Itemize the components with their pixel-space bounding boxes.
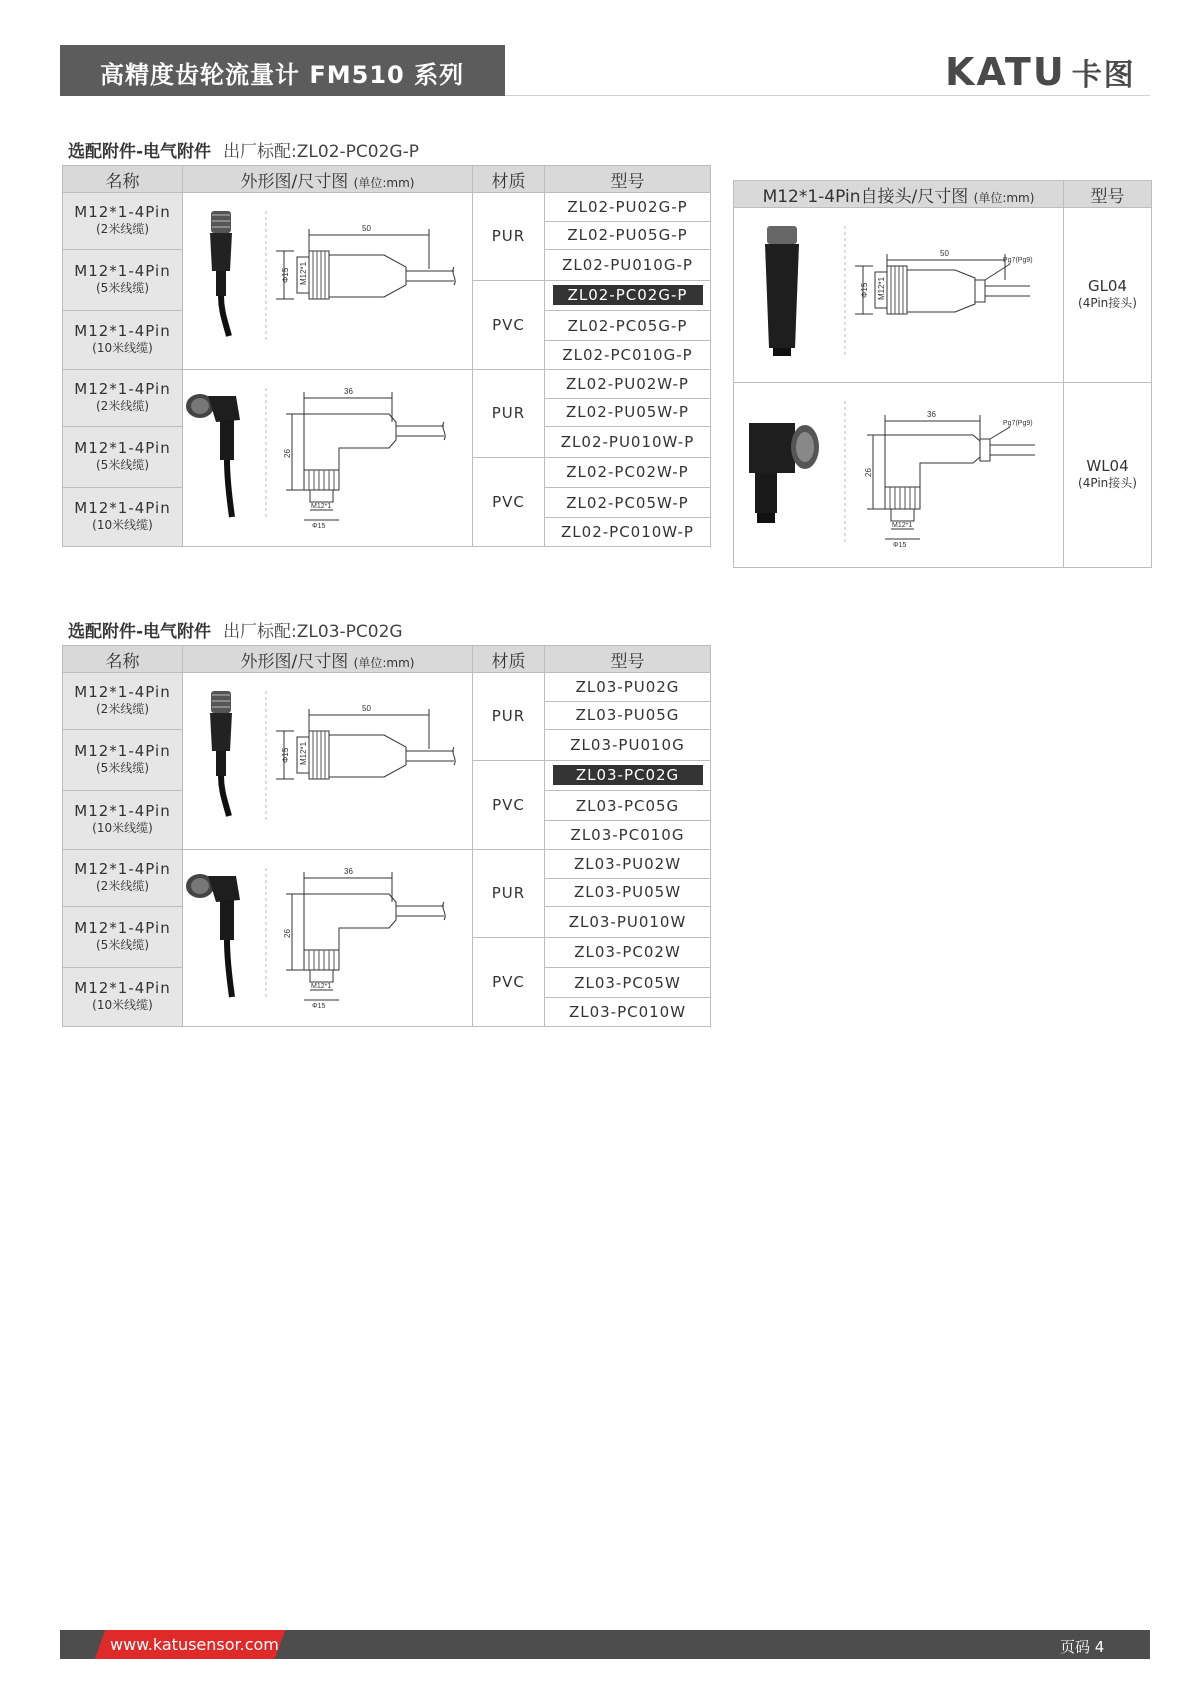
- name-cell: [63, 311, 183, 370]
- name-cell: [63, 907, 183, 968]
- name-line2: (10米线缆): [92, 341, 153, 355]
- dim-length: 50: [361, 704, 371, 713]
- connector-photo: [210, 691, 232, 816]
- section-standard: 出厂标配:ZL03-PC02G: [223, 622, 403, 642]
- name-cell: [63, 791, 183, 850]
- accessory-table-zl02: [62, 165, 711, 547]
- name-line1: M12*1-4Pin: [74, 322, 171, 340]
- model-cell[interactable]: ZL02-PU05G-P: [545, 221, 711, 250]
- col-unit: (单位:mm): [353, 655, 415, 670]
- name-cell: [63, 673, 183, 730]
- angle-connector-drawing: [184, 370, 472, 542]
- col-model: 型号: [545, 646, 711, 673]
- model-cell[interactable]: ZL03-PC05G: [545, 791, 711, 821]
- name-line2: (5米线缆): [96, 938, 149, 953]
- model-cell[interactable]: ZL02-PU010G-P: [545, 250, 711, 280]
- section-title: 选配附件-电气附件: [68, 142, 212, 162]
- angle-connector-drawing: [184, 850, 472, 1022]
- name-cell: [63, 250, 183, 311]
- name-line1: M12*1-4Pin: [74, 380, 171, 399]
- dim-height: 26: [282, 449, 292, 458]
- col-assembly-drawing: [734, 181, 1064, 208]
- model-cell[interactable]: ZL03-PU010W: [545, 907, 711, 937]
- col-drawing-label: 外形图/尺寸图: [240, 171, 349, 192]
- drawing-angle: [183, 850, 473, 1027]
- katu-logo: [945, 50, 1136, 94]
- section-title: 选配附件-电气附件: [68, 622, 212, 642]
- section-standard: 出厂标配:ZL02-PC02G-P: [223, 142, 419, 162]
- model-cell-gl04[interactable]: [1064, 208, 1152, 383]
- name-cell: [63, 488, 183, 547]
- model-cell[interactable]: ZL03-PU02W: [545, 850, 711, 879]
- material-cell: PUR: [473, 673, 545, 761]
- material-cell: PVC: [473, 937, 545, 1026]
- model-cell-standard[interactable]: [545, 280, 711, 310]
- material-cell: PVC: [473, 760, 545, 849]
- model-cell[interactable]: ZL02-PC05G-P: [545, 311, 711, 341]
- name-line2: (2米线缆): [96, 399, 149, 414]
- dim-pg: Pg7(Pg9): [1002, 420, 1033, 427]
- dim-thread: M12*1: [891, 522, 912, 529]
- material-cell: PVC: [473, 457, 545, 546]
- name-line1: M12*1-4Pin: [74, 203, 171, 222]
- connector-photo: [210, 211, 232, 336]
- name-cell: [63, 730, 183, 791]
- col-drawing: [183, 646, 473, 673]
- dim-thread: M12*1: [298, 741, 308, 765]
- dim-length: 36: [343, 387, 353, 396]
- model-cell[interactable]: ZL02-PU010W-P: [545, 427, 711, 457]
- name-line2: (2米线缆): [96, 222, 149, 237]
- dim-length: 36: [343, 867, 353, 876]
- assembly-connector-table: [733, 180, 1152, 568]
- name-line1: M12*1-4Pin: [74, 262, 171, 281]
- model-cell[interactable]: ZL02-PC010G-P: [545, 341, 711, 370]
- model-wl04[interactable]: WL04: [1086, 457, 1129, 475]
- logo-text-en: KATU: [945, 50, 1066, 94]
- dim-pg: Pg7(Pg9): [1002, 257, 1033, 264]
- name-line1: M12*1-4Pin: [74, 499, 171, 517]
- drawing-straight: [183, 673, 473, 850]
- material-cell: PUR: [473, 193, 545, 281]
- name-line2: (5米线缆): [96, 761, 149, 776]
- name-line1: M12*1-4Pin: [74, 979, 171, 997]
- logo-text-cn: 卡图: [1071, 58, 1136, 93]
- name-line2: (10米线缆): [92, 518, 153, 532]
- col-assembly-label: M12*1-4Pin自接头/尺寸图: [762, 186, 969, 207]
- col-drawing-label: 外形图/尺寸图: [240, 651, 349, 672]
- name-cell: [63, 850, 183, 907]
- page-title: 高精度齿轮流量计 FM510 系列: [100, 61, 465, 89]
- connector-photo: [186, 874, 240, 997]
- col-material: 材质: [473, 166, 545, 193]
- col-material: 材质: [473, 646, 545, 673]
- model-cell[interactable]: ZL03-PC010G: [545, 821, 711, 850]
- section-heading: [68, 617, 403, 642]
- dim-dia: Φ15: [280, 747, 290, 763]
- model-gl04[interactable]: GL04: [1087, 277, 1128, 295]
- model-cell[interactable]: ZL03-PU010G: [545, 730, 711, 760]
- name-line2: (5米线缆): [96, 458, 149, 473]
- dim-dia: Φ15: [280, 267, 290, 283]
- model-cell[interactable]: ZL02-PC010W-P: [545, 518, 711, 547]
- model-cell[interactable]: ZL02-PU05W-P: [545, 398, 711, 427]
- drawing-gl04: [734, 208, 1064, 383]
- name-cell: [63, 968, 183, 1027]
- dim-length: 36: [926, 410, 936, 419]
- straight-connector-drawing: [184, 673, 472, 845]
- name-line1: M12*1-4Pin: [74, 742, 171, 761]
- name-line1: M12*1-4Pin: [74, 439, 171, 458]
- header-rule: [505, 95, 1150, 96]
- dim-thread: M12*1: [876, 276, 886, 300]
- footer-website-link[interactable]: www.katusensor.com: [110, 1635, 279, 1654]
- model-cell[interactable]: ZL03-PC010W: [545, 998, 711, 1027]
- name-line2: (2米线缆): [96, 702, 149, 717]
- model-cell[interactable]: ZL02-PU02W-P: [545, 370, 711, 399]
- dim-thread: M12*1: [310, 503, 331, 510]
- name-line1: M12*1-4Pin: [74, 802, 171, 820]
- col-model: 型号: [545, 166, 711, 193]
- name-cell: [63, 427, 183, 488]
- dim-dia: Φ15: [859, 282, 869, 298]
- model-note: (4Pin接头): [1078, 476, 1137, 490]
- drawing-straight: [183, 193, 473, 370]
- dim-dia: Φ15: [311, 523, 325, 530]
- model-cell-wl04[interactable]: [1064, 383, 1152, 568]
- name-cell: [63, 193, 183, 250]
- dim-dia: Φ15: [311, 1003, 325, 1010]
- standard-model-highlight[interactable]: ZL03-PC02G: [553, 765, 703, 785]
- model-note: (4Pin接头): [1078, 296, 1137, 310]
- accessory-table-zl03: [62, 645, 711, 1027]
- drawing-wl04: [734, 383, 1064, 568]
- straight-connector-drawing: [184, 193, 472, 365]
- model-cell[interactable]: ZL02-PC02W-P: [545, 457, 711, 487]
- model-cell[interactable]: ZL03-PU05W: [545, 878, 711, 907]
- dim-length: 50: [361, 224, 371, 233]
- name-line2: (5米线缆): [96, 281, 149, 296]
- dim-thread: M12*1: [310, 983, 331, 990]
- model-cell[interactable]: ZL03-PC02W: [545, 937, 711, 967]
- dim-thread: M12*1: [298, 261, 308, 285]
- col-name: 名称: [63, 646, 183, 673]
- col-name: 名称: [63, 166, 183, 193]
- wl04-drawing: [735, 383, 1063, 563]
- gl04-drawing: [735, 208, 1063, 378]
- material-cell: PVC: [473, 280, 545, 369]
- section-heading: [68, 137, 419, 162]
- model-cell-standard[interactable]: [545, 760, 711, 790]
- name-line1: M12*1-4Pin: [74, 919, 171, 938]
- name-line2: (2米线缆): [96, 879, 149, 894]
- dim-dia: Φ15: [892, 542, 906, 549]
- name-cell: [63, 370, 183, 427]
- connector-photo: [186, 394, 240, 517]
- material-cell: PUR: [473, 370, 545, 458]
- page-number: 页码 4: [1060, 1638, 1105, 1656]
- dim-height: 26: [282, 929, 292, 938]
- drawing-angle: [183, 370, 473, 547]
- name-line2: (10米线缆): [92, 821, 153, 835]
- material-cell: PUR: [473, 850, 545, 938]
- model-cell[interactable]: ZL03-PU02G: [545, 673, 711, 702]
- name-line1: M12*1-4Pin: [74, 860, 171, 879]
- name-line2: (10米线缆): [92, 998, 153, 1012]
- model-cell[interactable]: ZL02-PC05W-P: [545, 488, 711, 518]
- col-assembly-model: 型号: [1064, 181, 1152, 208]
- col-unit: (单位:mm): [973, 190, 1035, 205]
- model-cell[interactable]: ZL03-PC05W: [545, 968, 711, 998]
- model-cell[interactable]: ZL02-PU02G-P: [545, 193, 711, 222]
- standard-model-highlight[interactable]: ZL02-PC02G-P: [553, 285, 703, 305]
- name-line1: M12*1-4Pin: [74, 683, 171, 702]
- dim-height: 26: [863, 468, 873, 477]
- dim-length: 50: [939, 249, 949, 258]
- model-cell[interactable]: ZL03-PU05G: [545, 701, 711, 730]
- col-drawing: [183, 166, 473, 193]
- col-unit: (单位:mm): [353, 175, 415, 190]
